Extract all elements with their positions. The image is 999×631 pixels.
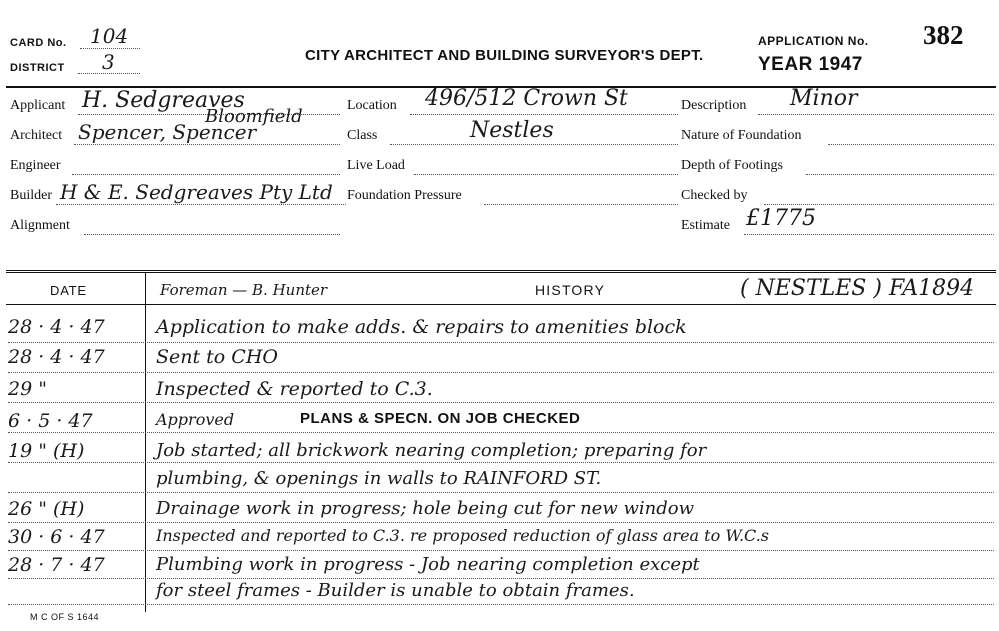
depth-line (806, 174, 994, 175)
foundation-pressure-line (484, 204, 678, 205)
alignment-line (84, 234, 340, 235)
nature-line (828, 144, 994, 145)
card-no-label: CARD No. (10, 37, 67, 49)
nature-label: Nature of Foundation (681, 128, 802, 143)
row-text: for steel frames - Builder is unable to obtain frames. (156, 580, 635, 601)
row-text: Approved (156, 410, 235, 429)
row-date: 6 · 5 · 47 (8, 410, 93, 432)
description-value: Minor (790, 86, 858, 111)
row-date: 30 · 6 · 47 (8, 526, 105, 548)
row-text: Sent to CHO (156, 346, 278, 368)
engineer-label: Engineer (10, 158, 61, 173)
row-text: Application to make adds. & repairs to amenities block (156, 316, 687, 338)
history-top-rule (6, 270, 996, 273)
class-line (390, 144, 678, 145)
live-load-label: Live Load (347, 158, 405, 173)
location-line (410, 114, 678, 115)
checked-label: Checked by (681, 188, 748, 203)
date-column-rule (145, 272, 146, 612)
district-value: 3 (102, 50, 115, 74)
description-label: Description (681, 98, 747, 113)
date-header: DATE (50, 283, 87, 298)
class-label: Class (347, 128, 378, 143)
form-code: M C OF S 1644 (30, 612, 100, 622)
location-value: 496/512 Crown St (425, 86, 628, 111)
builder-value: H & E. Sedgreaves Pty Ltd (60, 180, 333, 204)
row-line (8, 550, 994, 551)
row-text: Drainage work in progress; hole being cut for new window (156, 498, 694, 519)
location-label: Location (347, 98, 397, 113)
foundation-pressure-label: Foundation Pressure (347, 188, 462, 203)
history-header: HISTORY (535, 282, 606, 298)
row-line (8, 578, 994, 579)
card-no-value: 104 (90, 24, 129, 48)
builder-line (56, 204, 346, 205)
row-text: Inspected & reported to C.3. (156, 378, 433, 400)
district-label: DISTRICT (10, 62, 65, 74)
checked-line (764, 204, 994, 205)
row-text: Plumbing work in progress - Job nearing completion except (156, 554, 700, 575)
applicant-label: Applicant (10, 98, 66, 113)
alignment-label: Alignment (10, 218, 70, 233)
row-line (8, 604, 994, 605)
row-line (8, 492, 994, 493)
row-date: 19 " (H) (8, 440, 85, 462)
architect-value: Spencer, Spencer (78, 120, 257, 144)
row-line (8, 372, 994, 373)
row-date: 28 · 4 · 47 (8, 346, 105, 368)
checked-stamp: PLANS & SPECN. ON JOB CHECKED (300, 410, 581, 427)
depth-label: Depth of Footings (681, 158, 783, 173)
row-text: Inspected and reported to C.3. re proposed reduction of glass area to W.C.s (156, 526, 770, 545)
row-date: 28 · 7 · 47 (8, 554, 105, 576)
estimate-line (744, 234, 994, 235)
row-date: 26 " (H) (8, 498, 85, 520)
history-reference: ( NESTLES ) FA1894 (740, 276, 975, 301)
row-line (8, 522, 994, 523)
estimate-value: £1775 (746, 206, 816, 231)
year-label: YEAR 1947 (758, 54, 863, 75)
row-date: 29 " (8, 378, 47, 400)
architect-label: Architect (10, 128, 63, 143)
application-number: 382 (923, 20, 964, 50)
builder-label: Builder (10, 188, 52, 203)
district-line (78, 73, 140, 74)
description-line (758, 114, 994, 115)
architect-extra: Bloomfield (205, 106, 303, 127)
live-load-line (414, 174, 678, 175)
class-value: Nestles (470, 118, 554, 143)
row-line (8, 432, 994, 433)
row-text: Job started; all brickwork nearing completion; preparing for (156, 440, 707, 461)
row-text: plumbing, & openings in walls to RAINFORD ST. (156, 468, 602, 489)
row-line (8, 402, 994, 403)
row-date: 28 · 4 · 47 (8, 316, 105, 338)
architect-line (74, 144, 340, 145)
engineer-line (72, 174, 340, 175)
application-label: APPLICATION No. (758, 34, 869, 48)
applicant-value: H. Sedgreaves (82, 88, 245, 113)
department-title: CITY ARCHITECT AND BUILDING SURVEYOR'S DEPT. (305, 47, 704, 64)
estimate-label: Estimate (681, 218, 730, 233)
row-line (8, 342, 994, 343)
card-no-line (80, 48, 140, 49)
foreman-text: Foreman — B. Hunter (160, 281, 328, 299)
row-line (8, 462, 994, 463)
history-header-rule (6, 304, 996, 305)
